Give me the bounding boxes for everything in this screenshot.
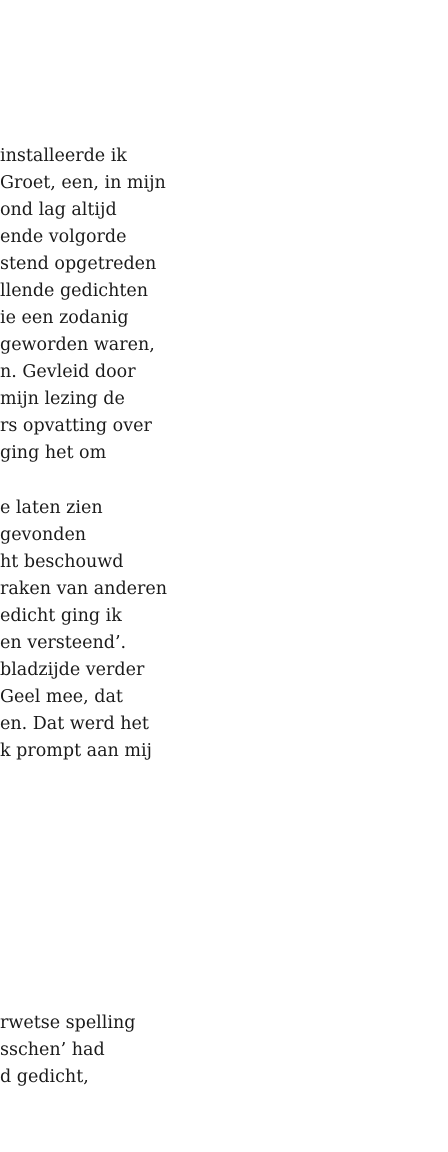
text-line: n. Gevleid door <box>0 362 136 382</box>
text-line: geworden waren, <box>0 335 155 355</box>
text-line: e laten zien <box>0 498 103 518</box>
text-line: k prompt aan mij <box>0 741 152 761</box>
text-line: Groet, een, in mijn <box>0 173 166 193</box>
text-line: Geel mee, dat <box>0 687 123 707</box>
text-line: en. Dat werd het <box>0 714 149 734</box>
text-line: en versteend’. <box>0 633 127 653</box>
text-line: stend opgetreden <box>0 254 157 274</box>
text-line: ende volgorde <box>0 227 127 247</box>
text-line: mijn lezing de <box>0 389 125 409</box>
text-line: sschen’ had <box>0 1040 105 1060</box>
text-line: raken van anderen <box>0 579 168 599</box>
text-line: ging het om <box>0 443 107 463</box>
text-line: bladzijde verder <box>0 660 145 680</box>
text-line: gevonden <box>0 525 87 545</box>
text-line: edicht ging ik <box>0 606 122 626</box>
text-line: ht beschouwd <box>0 552 124 572</box>
text-line: rwetse spelling <box>0 1013 136 1033</box>
text-line: ond lag altijd <box>0 200 117 220</box>
text-line: llende gedichten <box>0 281 149 301</box>
text-line: ie een zodanig <box>0 308 129 328</box>
text-line: d gedicht, <box>0 1067 89 1087</box>
text-line: rs opvatting over <box>0 416 152 436</box>
text-line: installeerde ik <box>0 146 127 166</box>
